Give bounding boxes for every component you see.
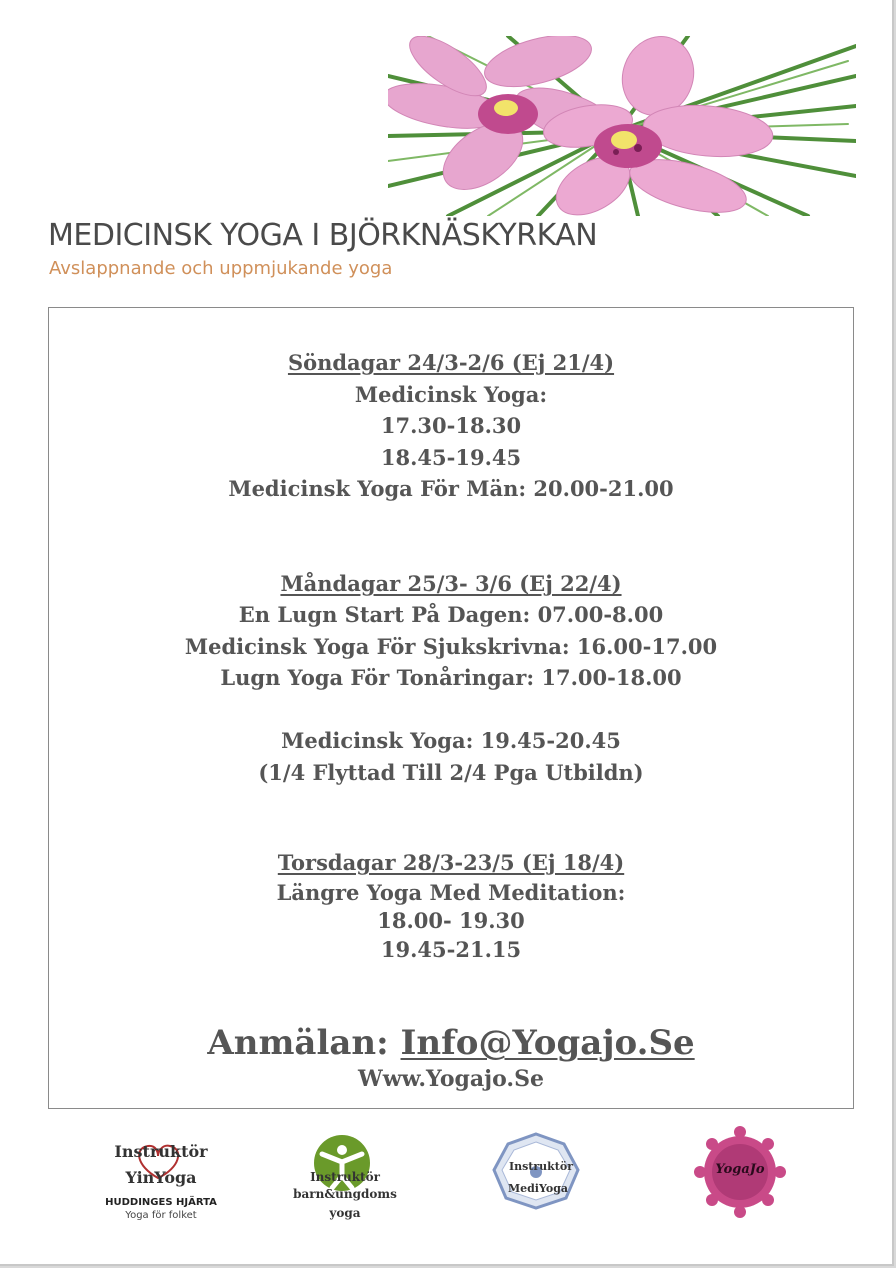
schedule-box [48, 307, 854, 1109]
yin-line3: HUDDINGES HJÄRTA [105, 1197, 217, 1208]
sunday-line: 17.30-18.30 [380, 413, 522, 438]
monday-line: (1/4 Flyttad Till 2/4 Pga Utbildn) [258, 760, 644, 785]
thursday-line: 19.45-21.15 [380, 937, 522, 962]
child-line2: barn&ungdoms [293, 1187, 397, 1201]
monday-line: Medicinsk Yoga: 19.45-20.45 [281, 728, 621, 753]
thursday-heading: Torsdagar 28/3-23/5 (Ej 18/4) [277, 850, 625, 875]
child-figure-icon [280, 1134, 410, 1194]
medi-line1: Instruktör [508, 1160, 574, 1173]
sunday-line: 18.45-19.45 [380, 445, 522, 470]
child-line3: yoga [329, 1206, 361, 1220]
page-title: MEDICINSK YOGA I BJÖRKNÄSKYRKAN [48, 218, 598, 253]
monday-line: Lugn Yoga För Tonåringar: 17.00-18.00 [220, 665, 682, 690]
yinyoga-logo [96, 1130, 226, 1230]
yin-line2: YinYoga [125, 1168, 197, 1187]
website-link[interactable]: Www.Yogajo.Se [358, 1066, 544, 1092]
sunday-heading: Söndagar 24/3-2/6 (Ej 21/4) [287, 350, 615, 375]
child-yoga-logo [280, 1134, 410, 1224]
page-subtitle: Avslappnande och uppmjukande yoga [49, 258, 393, 279]
sunday-line: Medicinsk Yoga: [354, 382, 548, 407]
sunday-line: Medicinsk Yoga För Män: 20.00-21.00 [228, 476, 674, 501]
child-line1: Instruktör [310, 1170, 380, 1184]
yogajo-mark: YogaJo [715, 1162, 765, 1177]
monday-line: En Lugn Start På Dagen: 07.00-8.00 [238, 602, 664, 627]
thursday-line: Längre Yoga Med Meditation: [276, 880, 626, 905]
contact-email-link[interactable]: Info@Yogajo.Se [400, 1023, 695, 1063]
yin-line4: Yoga för folket [125, 1210, 197, 1221]
mediyoga-logo [486, 1132, 586, 1212]
thursday-line: 18.00- 19.30 [377, 908, 525, 933]
monday-line: Medicinsk Yoga För Sjukskrivna: 16.00-17.00 [184, 634, 718, 659]
medi-line2: MediYoga [507, 1182, 569, 1195]
orchid-image [388, 36, 856, 216]
orchid-illustration [388, 36, 856, 216]
yin-line1: Instruktör [114, 1142, 208, 1161]
yogajo-logo [694, 1126, 786, 1218]
monday-heading: Måndagar 25/3- 3/6 (Ej 22/4) [280, 571, 622, 596]
contact-label: Anmälan: [207, 1023, 389, 1063]
contact-line [49, 1023, 853, 1063]
